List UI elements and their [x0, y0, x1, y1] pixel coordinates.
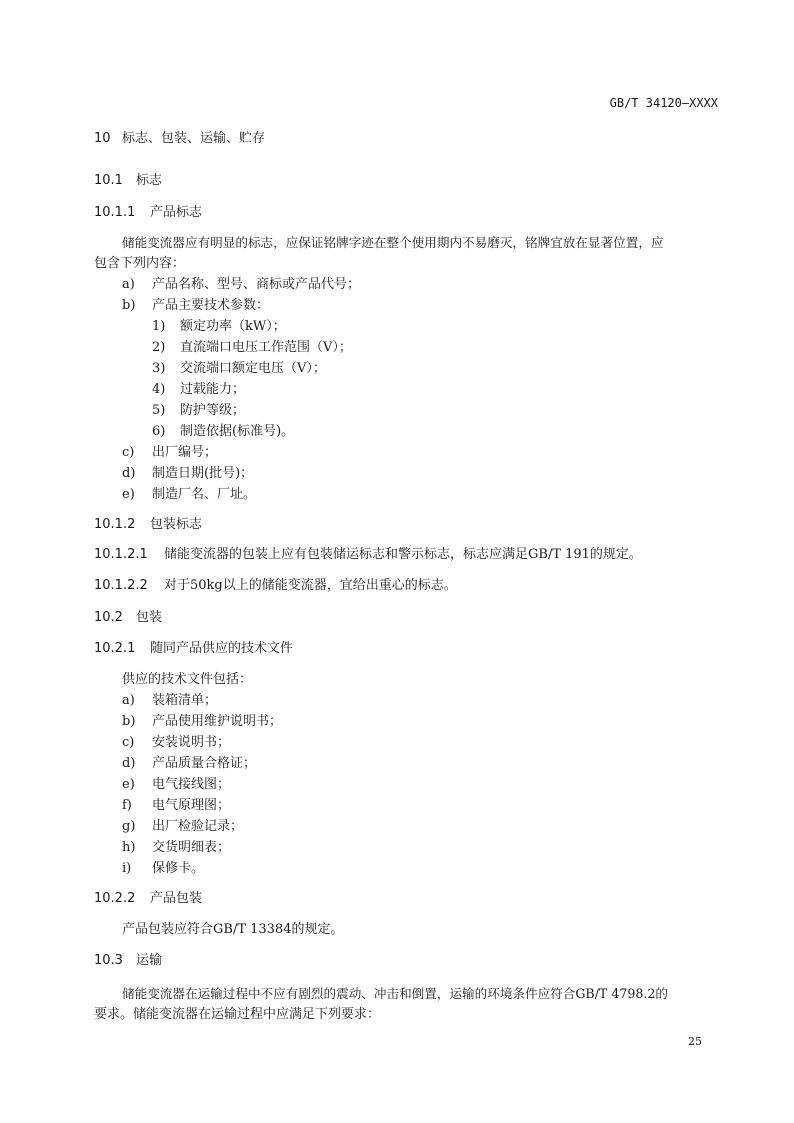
heading-number: 10.1.1: [94, 205, 136, 220]
paragraph-line: 储能变流器应有明显的标志，应保证铭牌字迹在整个使用期内不易磨灭，铭牌宜放在显著位置，应: [122, 235, 664, 250]
clause-number: 10.1.2.2: [94, 578, 148, 593]
list-item: [122, 465, 253, 483]
list-text: 额定功率（kW）；: [180, 319, 286, 334]
heading-number: 10.2.2: [94, 891, 136, 906]
list-label: e): [122, 487, 135, 502]
list-label: 3): [152, 361, 166, 376]
heading-10-1-1: [94, 204, 202, 222]
heading-title: 运输: [136, 953, 163, 968]
list-text: 装箱清单；: [152, 693, 218, 708]
list-text: 出厂编号；: [152, 445, 218, 460]
heading-title: 产品包装: [150, 891, 203, 906]
list-text: 电气接线图；: [152, 777, 231, 792]
list-label: d): [122, 466, 136, 481]
list-item: [122, 839, 230, 857]
list-label: 1): [152, 319, 166, 334]
list-item: [122, 692, 217, 710]
list-text: 产品使用维护说明书；: [152, 714, 283, 729]
list-subitem: [152, 381, 245, 399]
heading-number: 10.2: [94, 610, 123, 625]
list-text: 保修卡。: [152, 861, 205, 876]
list-text: 交流端口额定电压（V）；: [180, 361, 326, 376]
list-label: i): [122, 861, 132, 876]
paragraph-line: 要求。储能变流器在运输过程中应满足下列要求：: [94, 1007, 381, 1022]
list-text: 直流端口电压工作范围（V）；: [180, 340, 352, 355]
list-text: 产品名称、型号、商标或产品代号；: [152, 277, 361, 292]
heading-title: 产品标志: [150, 205, 203, 220]
list-item: [122, 734, 230, 752]
clause-text: 储能变流器的包装上应有包装储运标志和警示标志，标志应满足GB/T 191的规定。: [164, 547, 642, 562]
list-text: 制造厂名、厂址。: [152, 487, 257, 502]
heading-10-1: [94, 172, 162, 190]
list-item: [122, 755, 256, 773]
list-label: c): [122, 735, 135, 750]
heading-title: 包装: [136, 610, 163, 625]
list-item: [122, 818, 243, 836]
list-label: 2): [152, 340, 166, 355]
heading-10-1-2: [94, 516, 202, 534]
list-label: c): [122, 445, 135, 460]
paragraph: 产品包装应符合GB/T 13384的规定。: [122, 922, 344, 937]
heading-title: 随同产品供应的技术文件: [150, 641, 294, 656]
heading-number: 10.1.2: [94, 517, 136, 532]
heading-10-2-2: [94, 890, 202, 908]
list-text: 过载能力；: [180, 382, 246, 397]
clause-text: 对于50kg以上的储能变流器，宜给出重心的标志。: [164, 578, 457, 593]
clause-number: 10.1.2.1: [94, 547, 148, 562]
heading-title: 标志: [136, 173, 163, 188]
list-item: [122, 713, 282, 731]
list-subitem: [152, 360, 326, 378]
paragraph-line: 储能变流器在运输过程中不应有剧烈的震动、冲击和倒置，运输的环境条件应符合GB/T 4798.2的: [122, 986, 668, 1001]
heading-number: 10.2.1: [94, 641, 136, 656]
list-label: 6): [152, 424, 166, 439]
list-label: d): [122, 756, 136, 771]
list-item: [122, 276, 360, 294]
paragraph-line: 包含下列内容：: [94, 256, 186, 271]
list-label: g): [122, 819, 136, 834]
list-text: 制造依据(标准号)。: [180, 424, 295, 439]
list-item: [122, 797, 230, 815]
standard-number: GB/T 34120—XXXX: [609, 96, 718, 110]
list-subitem: [152, 339, 352, 357]
list-item: [122, 297, 269, 315]
clause-10-1-2-2: [94, 577, 457, 595]
list-item: [122, 444, 217, 462]
heading-title: 包装标志: [150, 517, 203, 532]
list-text: 产品主要技术参数：: [152, 298, 270, 313]
list-text: 防护等级；: [180, 403, 246, 418]
list-label: b): [122, 298, 136, 313]
list-text: 产品质量合格证；: [152, 756, 257, 771]
list-item: [122, 776, 230, 794]
list-text: 制造日期(批号)；: [152, 466, 254, 481]
heading-10: [94, 130, 265, 148]
list-label: h): [122, 840, 136, 855]
list-label: 5): [152, 403, 166, 418]
heading-title: 标志、包装、运输、贮存: [122, 131, 266, 146]
list-subitem: [152, 318, 286, 336]
clause-10-1-2-1: [94, 546, 642, 564]
list-label: 4): [152, 382, 166, 397]
list-label: b): [122, 714, 136, 729]
list-text: 安装说明书；: [152, 735, 231, 750]
page-number: 25: [688, 1035, 702, 1048]
list-label: f): [122, 798, 132, 813]
paragraph: 供应的技术文件包括：: [122, 672, 253, 687]
heading-number: 10.3: [94, 953, 123, 968]
heading-number: 10: [94, 131, 111, 146]
list-item: [122, 486, 256, 504]
list-label: a): [122, 693, 135, 708]
list-label: a): [122, 277, 135, 292]
list-text: 交货明细表；: [152, 840, 231, 855]
list-text: 电气原理图；: [152, 798, 231, 813]
list-subitem: [152, 423, 294, 441]
list-subitem: [152, 402, 245, 420]
list-text: 出厂检验记录；: [152, 819, 244, 834]
heading-10-2-1: [94, 640, 293, 658]
heading-10-3: [94, 952, 162, 970]
list-label: e): [122, 777, 135, 792]
list-item: [122, 860, 204, 878]
heading-10-2: [94, 609, 162, 627]
heading-number: 10.1: [94, 173, 123, 188]
